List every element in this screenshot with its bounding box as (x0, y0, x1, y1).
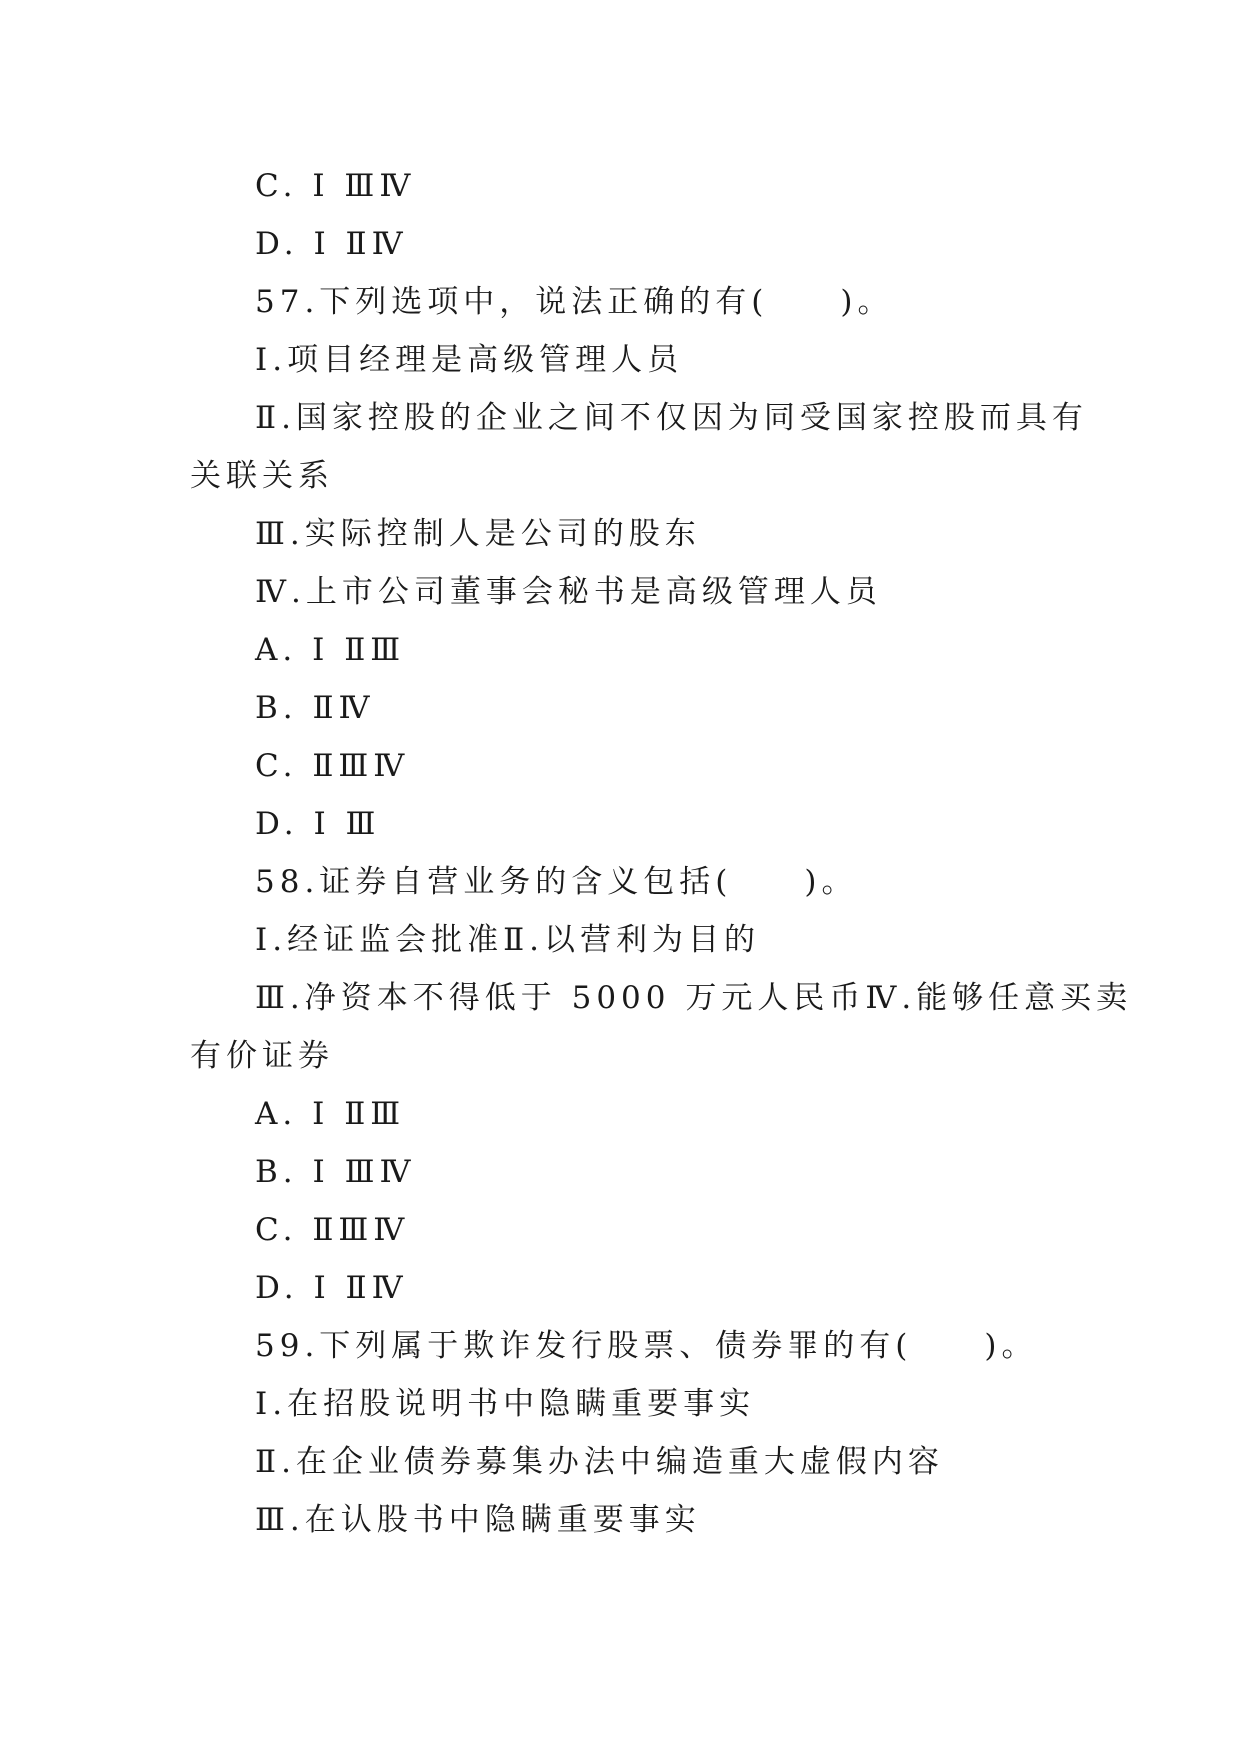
q58-statement-2-cont: 有价证券 (190, 1038, 334, 1074)
q57-option-c: C. ⅡⅢⅣ (255, 748, 410, 784)
q56-option-d: D. Ⅰ ⅡⅣ (255, 226, 408, 262)
q57-statement-2: Ⅱ.国家控股的企业之间不仅因为同受国家控股而具有 (255, 400, 1088, 436)
q57-statement-1: Ⅰ.项目经理是高级管理人员 (255, 342, 684, 378)
q58-stem: 58.证券自营业务的含义包括( )。 (255, 864, 858, 900)
q56-option-c: C. Ⅰ ⅢⅣ (255, 168, 416, 204)
q58-option-d: D. Ⅰ ⅡⅣ (255, 1270, 408, 1306)
q59-statement-3: Ⅲ.在认股书中隐瞒重要事实 (255, 1502, 701, 1538)
q58-option-b: B. Ⅰ ⅢⅣ (255, 1154, 416, 1190)
q57-statement-3: Ⅲ.实际控制人是公司的股东 (255, 516, 701, 552)
q57-option-a: A. Ⅰ ⅡⅢ (255, 632, 406, 668)
q58-statement-2: Ⅲ.净资本不得低于 5000 万元人民币Ⅳ.能够任意买卖 (255, 980, 1133, 1016)
q57-option-d: D. Ⅰ Ⅲ (255, 806, 381, 842)
q58-statement-1: Ⅰ.经证监会批准Ⅱ.以营利为目的 (255, 922, 761, 958)
q57-stem: 57.下列选项中，说法正确的有( )。 (255, 284, 894, 320)
q59-statement-2: Ⅱ.在企业债券募集办法中编造重大虚假内容 (255, 1444, 944, 1480)
q57-statement-4: Ⅳ.上市公司董事会秘书是高级管理人员 (255, 574, 882, 610)
q59-stem: 59.下列属于欺诈发行股票、债券罪的有( )。 (255, 1328, 1038, 1364)
q58-option-a: A. Ⅰ ⅡⅢ (255, 1096, 406, 1132)
q57-option-b: B. ⅡⅣ (255, 690, 375, 726)
q59-statement-1: Ⅰ.在招股说明书中隐瞒重要事实 (255, 1386, 756, 1422)
q57-statement-2-cont: 关联关系 (190, 458, 334, 494)
q58-option-c: C. ⅡⅢⅣ (255, 1212, 410, 1248)
